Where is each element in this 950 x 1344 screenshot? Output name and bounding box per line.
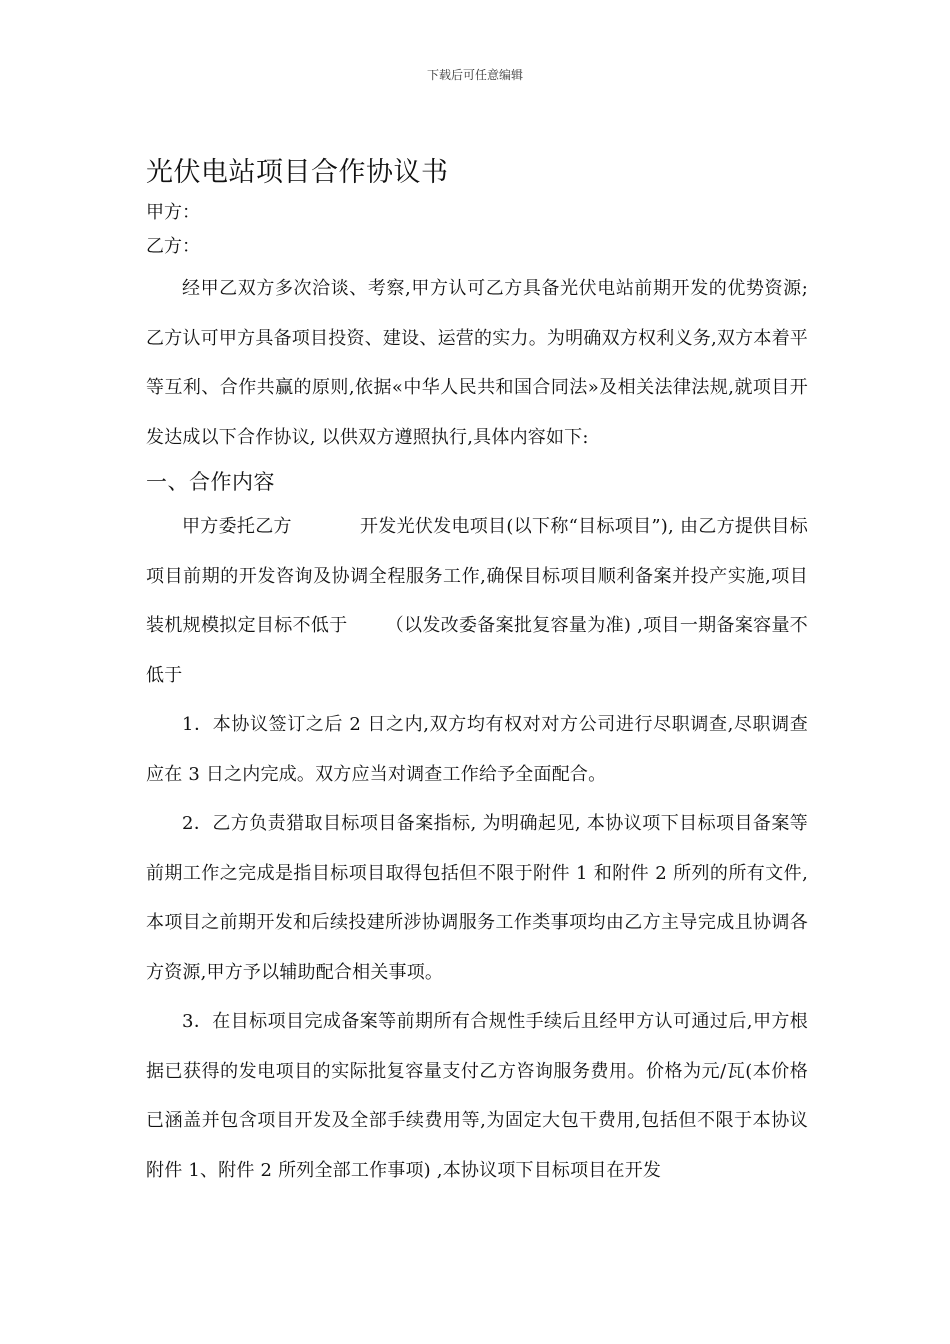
intro-paragraph: 经甲乙双方多次洽谈、考察,甲方认可乙方具备光伏电站前期开发的优势资源;乙方认可甲方具备项目投资、建设、运营的实力。为明确双方权利义务,双方本着平等互利、合作共赢的原则,依据«中华人民共和国合同法»及相关法律法规,就项目开发达成以下合作协议, 以供双方遵照执行,具体内容如下:	[146, 278, 808, 448]
party-b-label: 乙方：	[146, 236, 200, 257]
section-1-text-part3: （以发改委备案批复容量为准) ,项目一期备案容量不低于	[146, 615, 808, 686]
page-header-note: 下载后可任意编辑	[426, 68, 523, 82]
section-1-paragraph	[146, 502, 808, 700]
section-1-heading: 一、合作内容	[146, 470, 275, 494]
clause-2: 2．乙方负责猎取目标项目备案指标, 为明确起见, 本协议项下目标项目备案等前期工作之完成是指目标项目取得包括但不限于附件 1 和附件 2 所列的所有文件,本项目之前期开发和后续投建所涉协调服务工作类事项均由乙方主导完成且协调各方资源,甲方予以辅助配合相关事项。	[146, 813, 808, 983]
clause-1: 1．本协议签订之后 2 日之内,双方均有权对对方公司进行尽职调查,尽职调查应在 3 日之内完成。双方应当对调查工作给予全面配合。	[146, 714, 808, 785]
party-a-label: 甲方：	[146, 202, 200, 223]
section-1-text-part2: 开发光伏发电项目(以下称“目标项目”), 由乙方提供目标项目前期的开发咨询及协调全程服务工作,确保目标项目顺利备案并投产实施,项目装机规模拟定目标不低于	[146, 516, 808, 636]
document-body	[146, 152, 808, 1195]
section-1-text-part1: 甲方委托乙方	[182, 516, 292, 537]
clause-3: 3．在目标项目完成备案等前期所有合规性手续后且经甲方认可通过后,甲方根据已获得的发电项目的实际批复容量支付乙方咨询服务费用。价格为元/瓦(本价格已涵盖并包含项目开发及全部手续费用等,为固定大包干费用,包括但不限于本协议附件 1、附件 2 所列全部工作事项) ,本协议项下目标项目在开发	[146, 1011, 808, 1181]
document-title: 光伏电站项目合作协议书	[146, 157, 449, 188]
